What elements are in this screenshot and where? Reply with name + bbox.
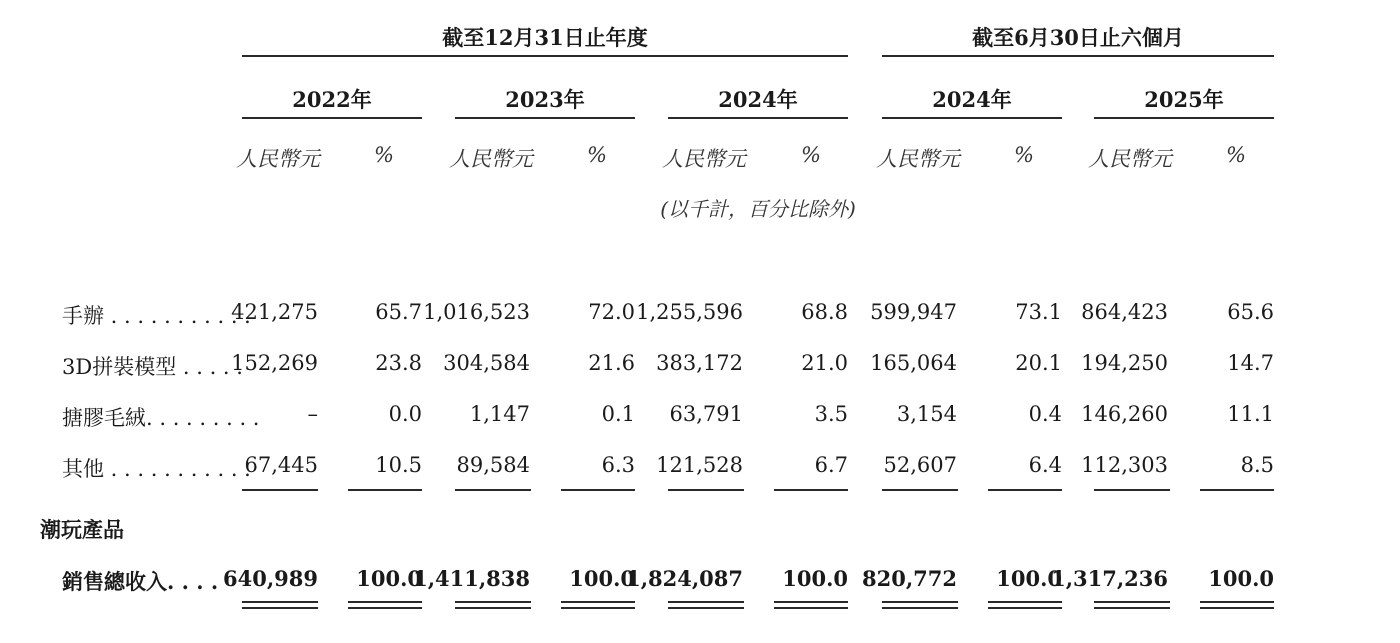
- table-cell: 63,791: [669, 402, 743, 426]
- table-cell: 1,147: [469, 402, 530, 426]
- unit-currency: 人民幣元: [236, 147, 320, 171]
- table-cell: 65.6: [1227, 300, 1274, 324]
- total-double-rule: [988, 601, 1062, 603]
- table-cell: 1,016,523: [423, 300, 530, 324]
- unit-currency: 人民幣元: [876, 147, 960, 171]
- total-cell: 1,317,236: [1051, 566, 1168, 591]
- table-cell: 152,269: [231, 351, 318, 375]
- table-cell: 6.3: [601, 453, 635, 477]
- table-cell: 65.7: [375, 300, 422, 324]
- subtotal-rule: [1094, 489, 1170, 491]
- total-double-rule: [882, 601, 958, 603]
- table-cell: 6.4: [1028, 453, 1062, 477]
- total-double-rule: [988, 607, 1062, 609]
- subtotal-rule: [561, 489, 635, 491]
- total-double-rule: [242, 607, 318, 609]
- total-cell: 100.0: [1208, 566, 1274, 591]
- total-cell: 100.0: [569, 566, 635, 591]
- table-cell: 146,260: [1081, 402, 1168, 426]
- total-double-rule: [242, 601, 318, 603]
- total-double-rule: [561, 601, 635, 603]
- total-double-rule: [455, 601, 531, 603]
- year-underline: [1094, 117, 1274, 119]
- subtotal-rule: [988, 489, 1062, 491]
- table-cell: 20.1: [1015, 351, 1062, 375]
- total-double-rule: [1094, 601, 1170, 603]
- total-cell: 100.0: [782, 566, 848, 591]
- table-cell: 194,250: [1081, 351, 1168, 375]
- total-cell: 1,824,087: [626, 566, 743, 591]
- row-label-figures: 手辦 . . . . . . . . . . .: [62, 304, 251, 328]
- table-cell: 3.5: [814, 402, 848, 426]
- unit-percent: %: [374, 143, 394, 167]
- table-cell: 383,172: [656, 351, 743, 375]
- unit-percent: %: [801, 143, 821, 167]
- unit-currency: 人民幣元: [449, 147, 533, 171]
- table-cell: 21.6: [588, 351, 635, 375]
- table-cell: 23.8: [375, 351, 422, 375]
- row-label-3d-models: 3D拼裝模型 . . . . .: [62, 355, 243, 379]
- total-label-line1: 潮玩產品: [40, 517, 124, 542]
- year-header-2023: 2023年: [505, 87, 585, 112]
- table-cell: 68.8: [801, 300, 848, 324]
- unit-percent: %: [1014, 143, 1034, 167]
- year-header-2024: 2024年: [718, 87, 798, 112]
- total-label-line2: 銷售總收入. . . .: [62, 569, 219, 594]
- table-cell: 0.4: [1028, 402, 1062, 426]
- subtotal-rule: [668, 489, 744, 491]
- table-cell: 112,303: [1081, 453, 1168, 477]
- table-cell: 8.5: [1240, 453, 1274, 477]
- total-cell: 820,772: [862, 566, 957, 591]
- table-cell: 0.0: [388, 402, 422, 426]
- subtotal-rule: [455, 489, 531, 491]
- table-cell: 72.0: [588, 300, 635, 324]
- total-double-rule: [1200, 607, 1274, 609]
- year-underline: [882, 117, 1062, 119]
- period-annual-header: 截至12月31日止年度: [442, 25, 648, 50]
- unit-note: (以千計，百分比除外): [660, 197, 856, 221]
- row-label-plush: 搪膠毛絨. . . . . . . . .: [62, 406, 260, 430]
- table-cell: 421,275: [231, 300, 318, 324]
- table-cell: 121,528: [656, 453, 743, 477]
- table-cell: 10.5: [375, 453, 422, 477]
- total-double-rule: [455, 607, 531, 609]
- year-header-2022: 2022年: [292, 87, 372, 112]
- table-cell: 1,255,596: [636, 300, 743, 324]
- year-header-2024-interim: 2024年: [932, 87, 1012, 112]
- subtotal-rule: [1200, 489, 1274, 491]
- table-cell: 52,607: [883, 453, 957, 477]
- table-cell: 0.1: [601, 402, 635, 426]
- period-annual-underline: [242, 55, 848, 57]
- total-double-rule: [774, 607, 848, 609]
- table-cell: 304,584: [443, 351, 530, 375]
- total-cell: 640,989: [223, 566, 318, 591]
- total-double-rule: [1094, 607, 1170, 609]
- table-cell: 864,423: [1081, 300, 1168, 324]
- total-cell: 100.0: [996, 566, 1062, 591]
- table-cell: 67,445: [244, 453, 318, 477]
- table-cell: 89,584: [456, 453, 530, 477]
- unit-percent: %: [587, 143, 607, 167]
- total-double-rule: [668, 607, 744, 609]
- unit-percent: %: [1226, 143, 1246, 167]
- subtotal-rule: [882, 489, 958, 491]
- unit-currency: 人民幣元: [1088, 147, 1172, 171]
- total-double-rule: [668, 601, 744, 603]
- total-double-rule: [348, 601, 422, 603]
- year-underline: [455, 117, 635, 119]
- table-cell: 165,064: [870, 351, 957, 375]
- period-interim-header: 截至6月30日止六個月: [972, 25, 1184, 50]
- subtotal-rule: [242, 489, 318, 491]
- period-interim-underline: [882, 55, 1274, 57]
- total-double-rule: [882, 607, 958, 609]
- table-cell: 599,947: [870, 300, 957, 324]
- row-label-others: 其他 . . . . . . . . . . .: [62, 457, 251, 481]
- total-double-rule: [348, 607, 422, 609]
- table-cell: 11.1: [1227, 402, 1274, 426]
- total-cell: 1,411,838: [413, 566, 530, 591]
- total-cell: 100.0: [356, 566, 422, 591]
- year-header-2025-interim: 2025年: [1144, 87, 1224, 112]
- unit-currency: 人民幣元: [662, 147, 746, 171]
- total-double-rule: [774, 601, 848, 603]
- year-underline: [242, 117, 422, 119]
- subtotal-rule: [348, 489, 422, 491]
- table-cell: 21.0: [801, 351, 848, 375]
- total-double-rule: [561, 607, 635, 609]
- table-cell: –: [307, 402, 318, 426]
- table-cell: 3,154: [896, 402, 957, 426]
- table-cell: 14.7: [1227, 351, 1274, 375]
- subtotal-rule: [774, 489, 848, 491]
- table-cell: 73.1: [1015, 300, 1062, 324]
- year-underline: [668, 117, 848, 119]
- total-double-rule: [1200, 601, 1274, 603]
- table-cell: 6.7: [814, 453, 848, 477]
